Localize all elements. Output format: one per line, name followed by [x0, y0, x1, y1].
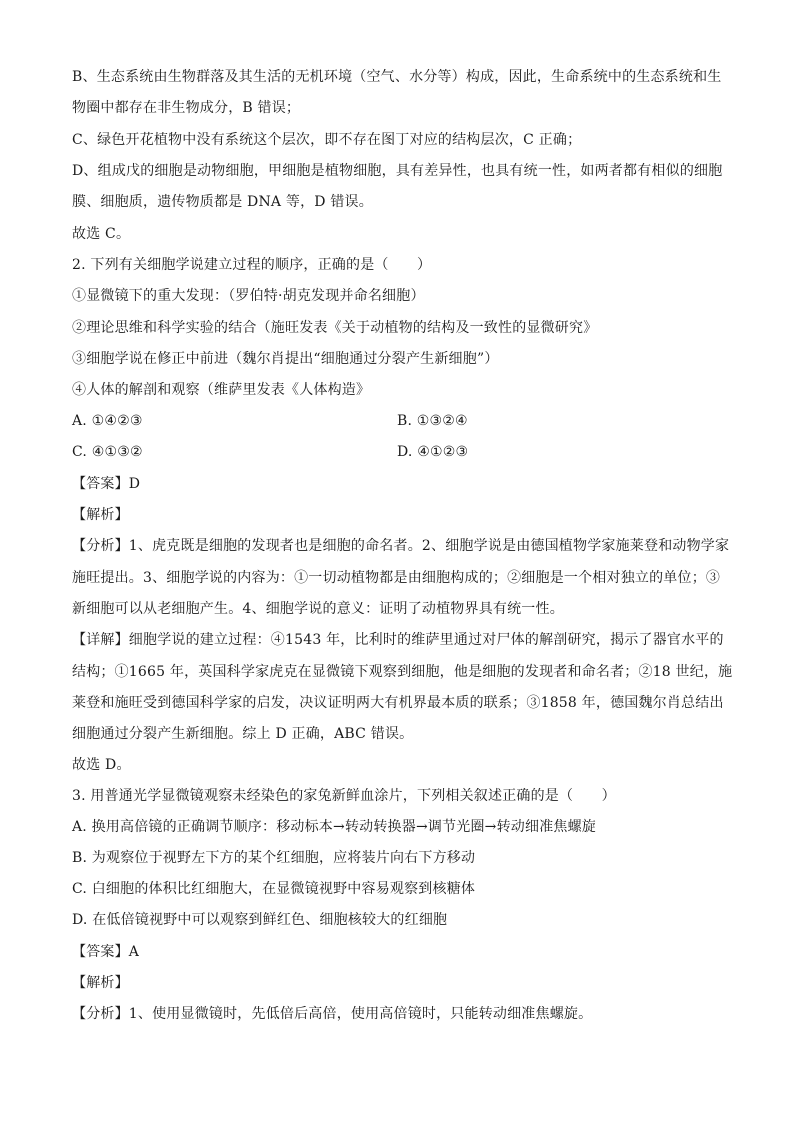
text-line: 新细胞可以从老细胞产生。4、细胞学说的意义：证明了动植物界具有统一性。 [72, 601, 564, 617]
text-line: ③细胞学说在修正中前进（魏尔肖提出“细胞通过分裂产生新细胞”） [72, 351, 499, 367]
text-line: ②理论思维和科学实验的结合（施旺发表《关于动植物的结构及一致性的显微研究》 [72, 320, 598, 336]
text-line: B、生态系统由生物群落及其生活的无机环境（空气、水分等）构成，因此，生命系统中的生态系统和生 [72, 69, 722, 85]
option-c: C. ④①③② [72, 444, 143, 460]
question-stem: 3. 用普通光学显微镜观察未经染色的家兔新鲜血涂片，下列相关叙述正确的是（ ） [72, 788, 616, 804]
text-line: 【分析】1、使用显微镜时，先低倍后高倍，使用高倍镜时，只能转动细准焦螺旋。 [72, 1006, 593, 1022]
text-line: 施旺提出。3、细胞学说的内容为：①一切动植物都是由细胞构成的；②细胞是一个相对独立的单位；③ [72, 570, 721, 586]
text-line: 物圈中都存在非生物成分，B 错误； [72, 100, 301, 116]
text-line: 【详解】细胞学说的建立过程：④1543 年，比利时的维萨里通过对尸体的解剖研究，揭示了器官水平的 [72, 632, 724, 648]
text-line: 膜、细胞质，遗传物质都是 DNA 等，D 错误。 [72, 194, 373, 210]
text-line: 【分析】1、虎克既是细胞的发现者也是细胞的命名者。2、细胞学说是由德国植物学家施莱登和动物学家 [72, 538, 730, 554]
option-c: C. 白细胞的体积比红细胞大，在显微镜视野中容易观察到核糖体 [72, 881, 476, 897]
option-b: B. ①③②④ [397, 413, 468, 429]
option-b: B. 为观察位于视野左下方的某个红细胞，应将装片向右下方移动 [72, 850, 476, 866]
text-line: 细胞通过分裂产生新细胞。综上 D 正确，ABC 错误。 [72, 726, 414, 742]
option-d: D. 在低倍镜视野中可以观察到鲜红色、细胞核较大的红细胞 [72, 912, 448, 928]
text-line: 故选 D。 [72, 757, 131, 773]
text-line: 故选 C。 [72, 226, 131, 242]
text-line: C、绿色开花植物中没有系统这个层次，即不存在图丁对应的结构层次，C 正确； [72, 132, 582, 148]
answer-line: 【答案】A [72, 944, 140, 960]
option-a: A. ①④②③ [72, 413, 143, 429]
analysis-heading: 【解析】 [72, 975, 129, 991]
text-line: 莱登和施旺受到德国科学家的启发，决议证明两大有机界最本质的联系；③1858 年，德国魏尔肖总结出 [72, 695, 724, 711]
text-line: ①显微镜下的重大发现：（罗伯特·胡克发现并命名细胞） [72, 288, 425, 304]
question-stem: 2. 下列有关细胞学说建立过程的顺序，正确的是（ ） [72, 257, 432, 273]
answer-line: 【答案】D [72, 476, 141, 492]
text-line: 结构；①1665 年，英国科学家虎克在显微镜下观察到细胞，他是细胞的发现者和命名者；②18 世纪，施 [72, 664, 733, 680]
option-d: D. ④①②③ [397, 444, 469, 460]
analysis-heading: 【解析】 [72, 507, 129, 523]
text-line: D、组成戊的细胞是动物细胞，甲细胞是植物细胞，具有差异性，也具有统一性，如两者都有相似的细胞 [72, 163, 723, 179]
text-line: ④人体的解剖和观察（维萨里发表《人体构造》 [72, 382, 371, 398]
option-a: A. 换用高倍镜的正确调节顺序：移动标本→转动转换器→调节光圈→转动细准焦螺旋 [72, 819, 597, 835]
